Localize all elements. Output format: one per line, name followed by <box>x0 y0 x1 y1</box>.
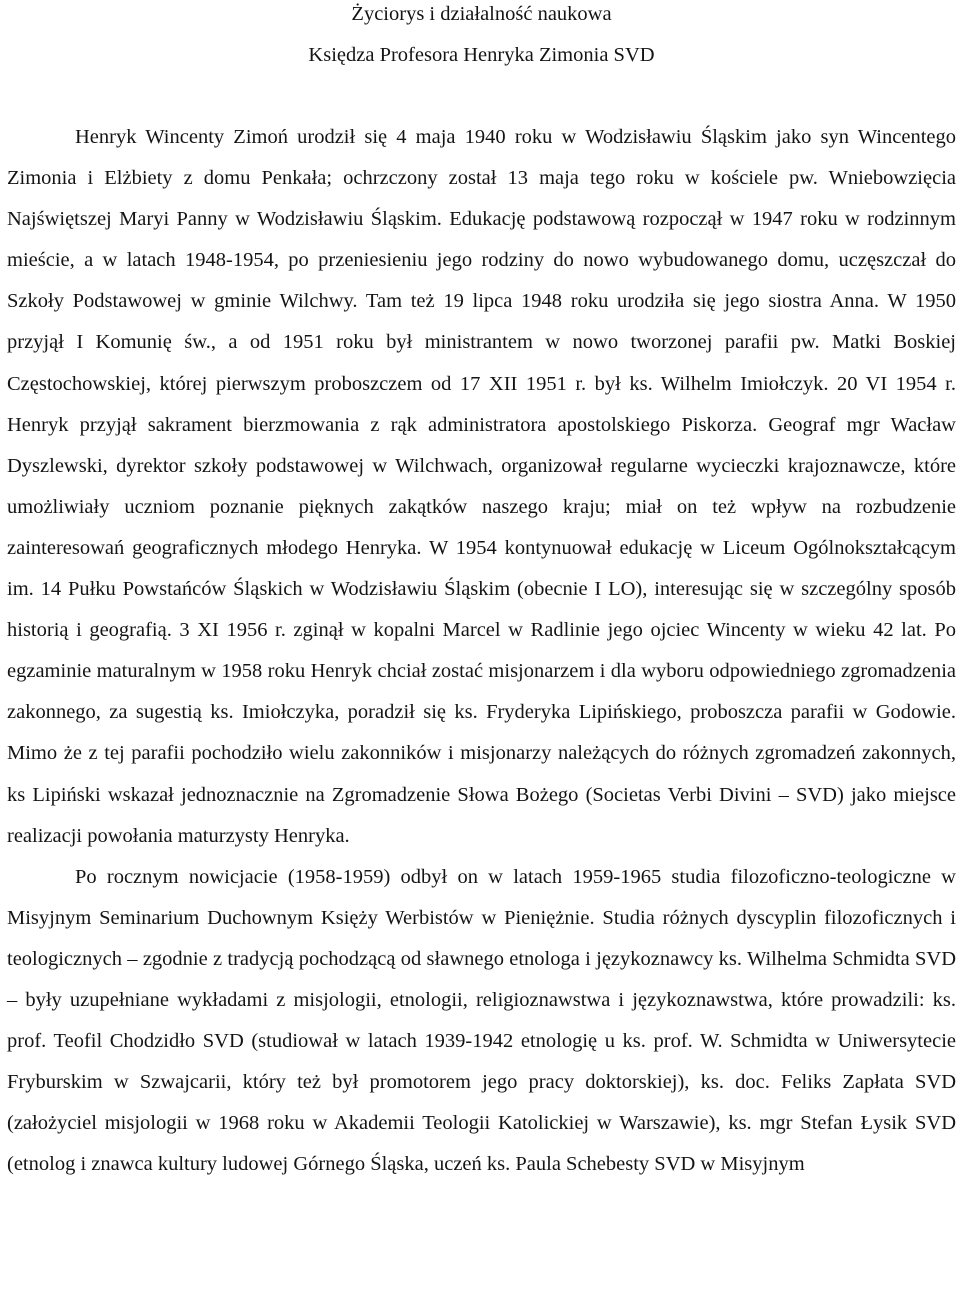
paragraph-2: Po rocznym nowicjacie (1958-1959) odbył on w latach 1959-1965 studia filozoficzno-teologiczne w Misyjnym Seminarium Duchownym Księży Werbistów w Pieniężnie. Studia różnych dyscyplin filozoficznych i teologicznych – zgodnie z tradycją pochodzącą od sławnego etnologa i językoznawcy ks. Wilhelma Schmidta SVD – były uzupełniane wykładami z misjologii, etnologii, religioznawstwa i językoznawstwa, które prowadzili: ks. prof. Teofil Chodzidło SVD (studiował w latach 1939-1942 etnologię u ks. prof. W. Schmidta w Uniwersytecie Fryburskim w Szwajcarii, który też był promotorem jego pracy doktorskiej), ks. doc. Feliks Zapłata SVD (założyciel misjologii w 1968 roku w Akademii Teologii Katolickiej w Warszawie), ks. mgr Stefan Łysik SVD (etnolog i znawca kultury ludowej Górnego Śląska, uczeń ks. Paula Schebesty SVD w Misyjnym <box>7 865 956 1176</box>
document-page <box>7 0 956 1185</box>
document-title <box>7 0 956 76</box>
title-line-1: Życiorys i działalność naukowa <box>351 3 612 25</box>
title-line-2: Księdza Profesora Henryka Zimonia SVD <box>308 44 655 66</box>
paragraph-1: Henryk Wincenty Zimoń urodził się 4 maja 1940 roku w Wodzisławiu Śląskim jako syn Wincentego Zimonia i Elżbiety z domu Penkała; ochrzczony został 13 maja tego roku w kościele pw. Wniebowzięcia Najświętszej Maryi Panny w Wodzisławiu Śląskim. Edukację podstawową rozpoczął w 1947 roku w rodzinnym mieście, a w latach 1948-1954, po przeniesieniu jego rodziny do nowo wybudowanego domu, uczęszczał do Szkoły Podstawowej w gminie Wilchwy. Tam też 19 lipca 1948 roku urodziła się jego siostra Anna. W 1950 przyjął I Komunię św., a od 1951 roku był ministrantem w nowo tworzonej parafii pw. Matki Boskiej Częstochowskiej, której pierwszym proboszczem od 17 XII 1951 r. był ks. Wilhelm Imiołczyk. 20 VI 1954 r. Henryk przyjął sakrament bierzmowania z rąk administratora apostolskiego Piskorza. Geograf mgr Wacław Dyszlewski, dyrektor szkoły podstawowej w Wilchwach, organizował regularne wycieczki krajoznawcze, które umożliwiały uczniom poznanie pięknych zakątków naszego kraju; miał on też wpływ na rozbudzenie zainteresowań geograficznych młodego Henryka. W 1954 kontynuował edukację w Liceum Ogólnokształcącym im. 14 Pułku Powstańców Śląskich w Wodzisławiu Śląskim (obecnie I LO), interesując się w szczególny sposób historią i geografią. 3 XI 1956 r. zginął w kopalni Marcel w Radlinie jego ojciec Wincenty w wieku 42 lat. Po egzaminie maturalnym w 1958 roku Henryk chciał zostać misjonarzem i dla wyboru odpowiedniego zgromadzenia zakonnego, za sugestią ks. Imiołczyka, poradził się ks. Fryderyka Lipińskiego, proboszcza parafii w Godowie. Mimo że z tej parafii pochodziło wielu zakonników i misjonarzy należących do różnych zgromadzeń zakonnych, ks Lipiński wskazał jednoznacznie na Zgromadzenie Słowa Bożego (Societas Verbi Divini – SVD) jako miejsce realizacji powołania maturzysty Henryka. <box>7 126 956 847</box>
